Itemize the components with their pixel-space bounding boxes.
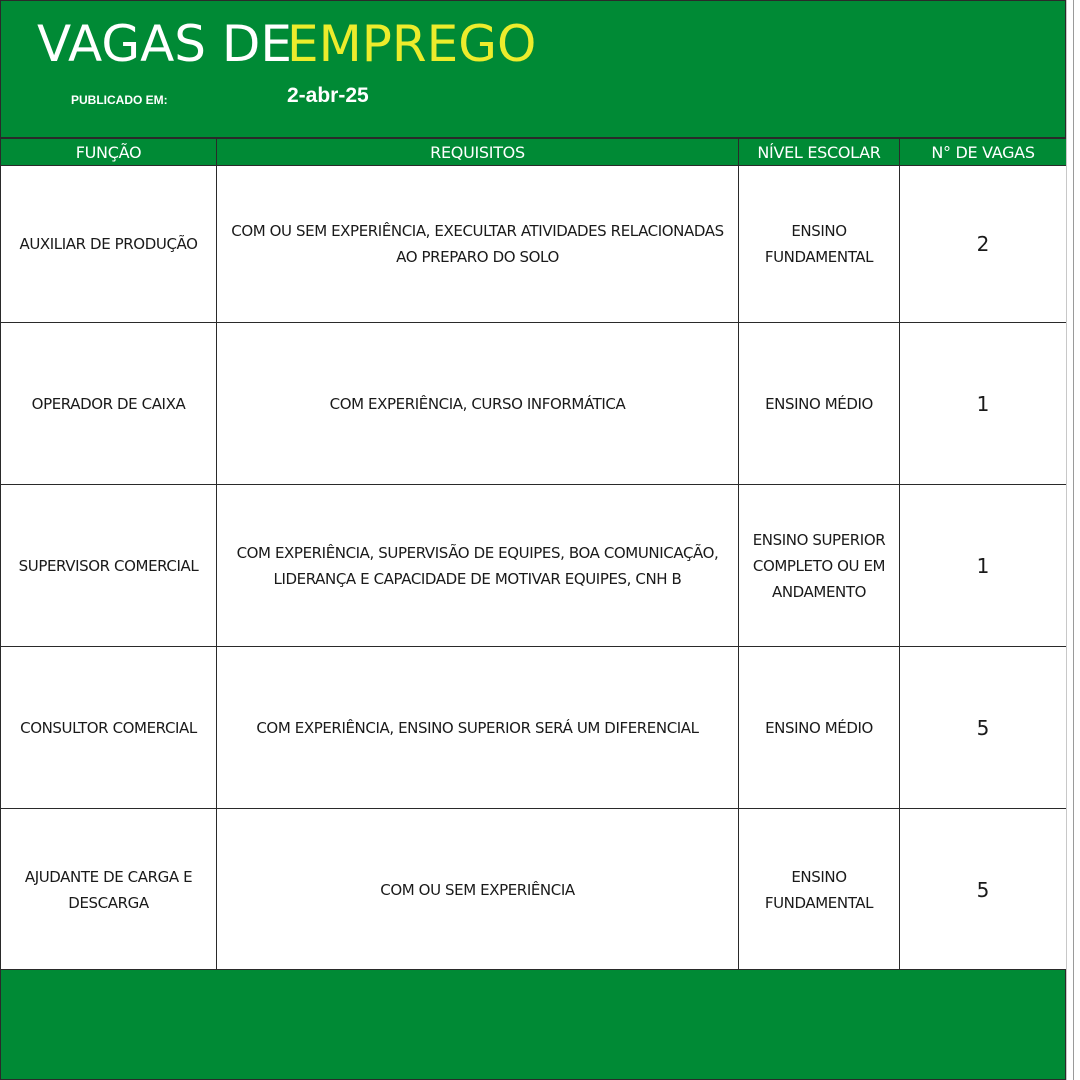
cell-nivel-escolar: ENSINO SUPERIOR COMPLETO OU EM ANDAMENTO xyxy=(739,485,900,647)
cell-requisitos: COM EXPERIÊNCIA, CURSO INFORMÁTICA xyxy=(217,323,739,485)
table-header-row xyxy=(1,139,1067,166)
table-row xyxy=(1,323,1067,485)
edge-rule xyxy=(1073,0,1074,1080)
table-row xyxy=(1,166,1067,323)
cell-requisitos: COM EXPERIÊNCIA, ENSINO SUPERIOR SERÁ UM DIFERENCIAL xyxy=(217,647,739,809)
cell-funcao: OPERADOR DE CAIXA xyxy=(1,323,217,485)
table-row xyxy=(1,647,1067,809)
title-emprego: EMPREGO xyxy=(287,15,537,73)
table-row xyxy=(1,485,1067,647)
cell-funcao: AUXILIAR DE PRODUÇÃO xyxy=(1,166,217,323)
cell-vagas: 5 xyxy=(900,809,1067,971)
table-row xyxy=(1,809,1067,971)
cell-nivel-escolar: ENSINO MÉDIO xyxy=(739,647,900,809)
cell-vagas: 1 xyxy=(900,485,1067,647)
cell-nivel-escolar: ENSINO FUNDAMENTAL xyxy=(739,166,900,323)
cell-funcao: CONSULTOR COMERCIAL xyxy=(1,647,217,809)
jobs-table xyxy=(0,138,1067,971)
cell-funcao: AJUDANTE DE CARGA E DESCARGA xyxy=(1,809,217,971)
cell-requisitos: COM OU SEM EXPERIÊNCIA xyxy=(217,809,739,971)
cell-vagas: 2 xyxy=(900,166,1067,323)
column-header-funcao: FUNÇÃO xyxy=(1,139,217,166)
column-header-vagas: N° DE VAGAS xyxy=(900,139,1067,166)
header-banner xyxy=(0,0,1066,138)
column-header-requisitos: REQUISITOS xyxy=(217,139,739,166)
column-header-nivel-escolar: NÍVEL ESCOLAR xyxy=(739,139,900,166)
footer-banner xyxy=(0,969,1066,1080)
cell-vagas: 5 xyxy=(900,647,1067,809)
published-date: 2-abr-25 xyxy=(287,84,369,107)
cell-vagas: 1 xyxy=(900,323,1067,485)
cell-nivel-escolar: ENSINO FUNDAMENTAL xyxy=(739,809,900,971)
cell-requisitos: COM EXPERIÊNCIA, SUPERVISÃO DE EQUIPES, BOA COMUNICAÇÃO, LIDERANÇA E CAPACIDADE DE MOTIVAR EQUIPES, CNH B xyxy=(217,485,739,647)
sheet-right-edge xyxy=(1066,0,1080,1080)
cell-requisitos: COM OU SEM EXPERIÊNCIA, EXECULTAR ATIVIDADES RELACIONADAS AO PREPARO DO SOLO xyxy=(217,166,739,323)
cell-nivel-escolar: ENSINO MÉDIO xyxy=(739,323,900,485)
published-label: PUBLICADO EM: xyxy=(71,93,168,107)
cell-funcao: SUPERVISOR COMERCIAL xyxy=(1,485,217,647)
title-vagas-de: VAGAS DE xyxy=(37,15,293,73)
